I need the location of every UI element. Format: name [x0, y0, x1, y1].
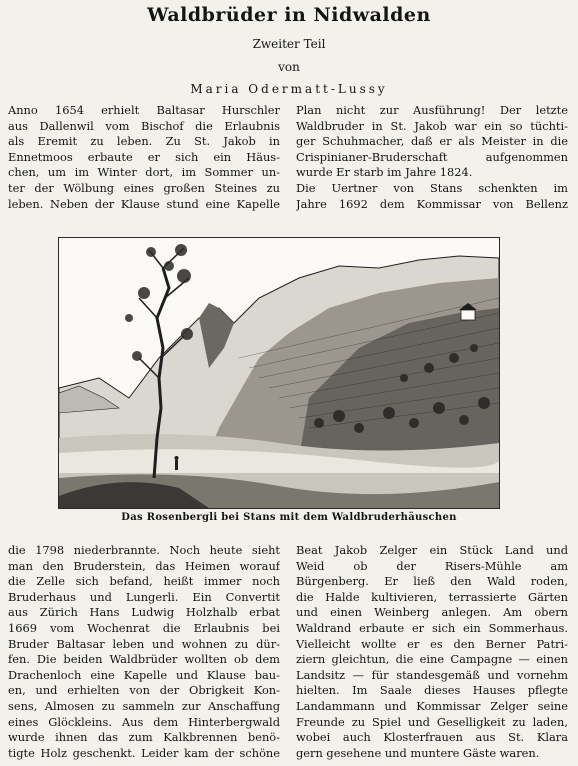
text-line: Waldbruder in St. Jakob war ein so tüchti-	[296, 118, 568, 133]
paragraph	[296, 543, 568, 761]
text-line: Landsitz — für standesgemäß und vornehm	[296, 667, 568, 682]
text-line: die 1798 niederbrannte. Noch heute sieht	[8, 543, 280, 557]
text-line: aus Dallenwil vom Bischof die Erlaubnis	[8, 118, 280, 133]
text-line: Waldrand erbaute er sich ein Sommerhaus.	[296, 620, 568, 635]
article-subtitle: Zweiter Teil	[252, 37, 326, 51]
text-line: ger Schuhmacher, daß er als Meister in die	[296, 134, 568, 149]
text-line: leben. Neben der Klause stund eine Kapelle	[8, 196, 280, 211]
figure-caption: Das Rosenbergli bei Stans mit dem Waldbruderhäuschen	[121, 512, 457, 523]
text-line: Plan nicht zur Ausführung! Der letzte	[296, 103, 568, 117]
paragraph	[8, 543, 280, 761]
text-line: aus Zürich Hans Ludwig Holzhalb erbat	[8, 605, 280, 620]
text-line: wurde ihnen das zum Kalkbrennen benö-	[8, 730, 280, 745]
text-line: Vielleicht wollte er es den Berner Patri-	[296, 636, 568, 651]
text-line: gern gesehene und muntere Gäste waren.	[296, 745, 540, 760]
article-author: Maria Odermatt-Lussy	[190, 82, 388, 96]
article-byline: von	[278, 60, 300, 74]
text-line: hielten. Im Saale dieses Hauses pflegte	[296, 683, 568, 698]
column-top-right	[296, 103, 568, 212]
text-line: Freunde zu Spiel und Geselligkeit zu laden,	[296, 714, 568, 729]
text-line: die Halde kultivieren, terrassierte Gärten	[296, 589, 568, 604]
text-line: wobei auch Klosterfrauen aus St. Klara	[296, 730, 568, 745]
text-line: als Eremit zu leben. Zu St. Jakob in	[8, 134, 280, 149]
text-line: chen, um im Winter dort, im Sommer un-	[8, 165, 280, 180]
landscape-engraving	[59, 238, 499, 508]
paragraph	[296, 103, 568, 212]
text-line: Jahre 1692 dem Kommissar von Bellenz	[296, 196, 568, 211]
text-line: die Zelle sich befand, heißt immer noch	[8, 574, 280, 589]
text-line: ter der Wölbung eines großen Steines zu	[8, 180, 280, 195]
text-line: Drachenloch eine Kapelle und Klause bau-	[8, 667, 280, 682]
text-line: Bruder Baltasar leben und wohnen zu dür-	[8, 636, 280, 651]
text-line: man den Bruderstein, das Heimen worauf	[8, 558, 280, 573]
text-line: Beat Jakob Zelger ein Stück Land und	[296, 543, 568, 557]
text-line: Weid ob der Risers-Mühle am	[296, 558, 568, 573]
paragraph	[8, 103, 280, 212]
text-line: sens, Almosen zu sammeln zur Anschaffung	[8, 698, 280, 713]
text-line: Anno 1654 erhielt Baltasar Hurschler	[8, 103, 280, 117]
engraving-illustration	[58, 237, 500, 509]
column-bottom-left	[8, 543, 280, 761]
text-line: eines Glöckleins. Aus dem Hinterbergwald	[8, 714, 280, 729]
column-top-left	[8, 103, 280, 212]
text-line: Landammann und Kommissar Zelger seine	[296, 698, 568, 713]
text-line: Ennetmoos erbaute er sich ein Häus-	[8, 149, 280, 164]
text-line: wurde Er starb im Jahre 1824.	[296, 165, 473, 180]
column-bottom-right	[296, 543, 568, 761]
text-line: und einen Weinberg anlegen. Am obern	[296, 605, 568, 620]
article-title: Waldbrüder in Nidwalden	[147, 4, 431, 26]
text-line: Crispinianer-Bruderschaft aufgenommen	[296, 149, 568, 164]
text-line: fen. Die beiden Waldbrüder wollten ob dem	[8, 652, 280, 667]
text-line: 1669 vom Wochenrat die Erlaubnis bei	[8, 620, 280, 635]
text-line: Bruderhaus und Lungerli. Ein Convertit	[8, 589, 280, 604]
text-line: tigte Holz geschenkt. Leider kam der schöne	[8, 745, 280, 760]
text-line: ziern gleichtun, die eine Campagne — einen	[296, 652, 568, 667]
text-line: en, und erhielten von der Obrigkeit Kon-	[8, 683, 280, 698]
text-line: Die Uertner von Stans schenkten im	[296, 180, 568, 195]
text-line: Bürgenberg. Er ließ den Wald roden,	[296, 574, 568, 589]
